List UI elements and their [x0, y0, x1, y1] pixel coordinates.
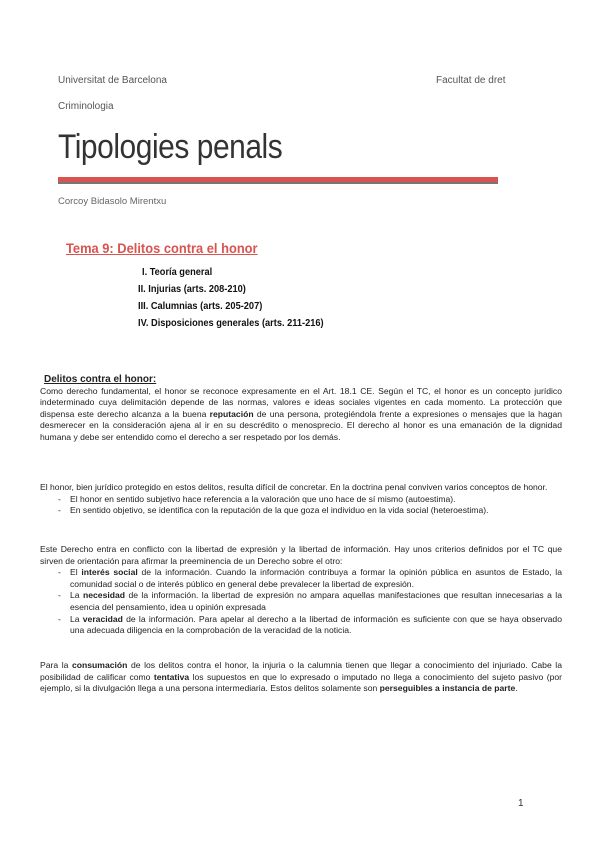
list-item: - En sentido objetivo, se identifica con la reputación de la que goza el individuo en la vida social (heteroestima). — [70, 505, 562, 517]
topic-heading: Tema 9: Delitos contra el honor — [66, 240, 258, 256]
page-number: 1 — [518, 798, 524, 809]
list-item: - El interés social de la información. Cuando la información contribuya a formar la opinión pública en asuntos de Estado, la comunidad social o de interés público en general debe prevalecer la libertad de expresión. — [70, 567, 562, 590]
section-heading: Delitos contra el honor: — [44, 374, 157, 385]
toc-item-4: IV. Disposiciones generales (arts. 211-216) — [138, 317, 324, 329]
definition-paragraph: Como derecho fundamental, el honor se reconoce expresamente en el Art. 18.1 CE. Según el TC, el honor es un concepto jurídico indeterminado cuya delimitación depende de las normas, valores e ideas sociales vigentes en cada momento. La protección que dispensa este derecho alcanza a la buena reputación de una persona, protegiéndola frente a expresiones o mensajes que la hagan desmerecer en la consideración ajena al ir en su descrédito o menosprecio. El derecho al honor es una emanación de la dignidad humana y debe ser entendido como el derecho a ser respetado por los demás. — [40, 385, 562, 442]
list-item: - La veracidad de la información. Para apelar al derecho a la libertad de información es suficiente con que se haya observado una adecuada diligencia en la comprobación de la veracidad de la noticia. — [70, 614, 562, 637]
conflict-intro: Este Derecho entra en conflicto con la libertad de expresión y la libertad de información. Hay unos criterios definidos por el TC que sirven de orientación para afirmar la preeminencia de un Derecho sobre el otro: — [40, 544, 562, 566]
author-name: Corcoy Bidasolo Mirentxu — [58, 196, 167, 207]
section-conflict — [40, 544, 562, 637]
subject-name: Criminologia — [58, 101, 114, 112]
toc-item-1: I. Teoría general — [142, 266, 213, 278]
section-definition — [40, 374, 562, 444]
list-item: - La necesidad de la información. la libertad de expresión no ampara aquellas manifestaciones que resultan innecesarias a la esencia del pensamiento, idea u opinión expresada — [70, 590, 562, 613]
document-title: Tipologies penals — [58, 128, 283, 166]
university-name: Universitat de Barcelona — [58, 75, 167, 86]
section-concepts — [40, 482, 562, 517]
list-item: - El honor en sentido subjetivo hace referencia a la valoración que uno hace de sí mismo (autoestima). — [70, 494, 562, 506]
section-consummation — [40, 660, 562, 695]
toc-item-2: II. Injurias (arts. 208-210) — [138, 283, 246, 295]
title-divider — [58, 177, 498, 182]
faculty-name: Facultat de dret — [436, 75, 506, 86]
criteria-list — [40, 567, 562, 637]
concepts-list — [40, 494, 562, 517]
toc-item-3: III. Calumnias (arts. 205-207) — [138, 300, 263, 312]
concepts-intro: El honor, bien jurídico protegido en estos delitos, resulta difícil de concretar. En la doctrina penal conviven varios conceptos de honor. — [40, 482, 548, 492]
consummation-paragraph: Para la consumación de los delitos contra el honor, la injuria o la calumnia tienen que llegar a conocimiento del injuriado. Cabe la posibilidad de calificar como tentativa los supuestos en que lo expresado o imputado no llega a conocimiento del sujeto pasivo (por ejemplo, si la divulgación llega a una persona intermediaria. Estos delitos solamente son perseguibles a instancia de parte. — [40, 660, 562, 694]
